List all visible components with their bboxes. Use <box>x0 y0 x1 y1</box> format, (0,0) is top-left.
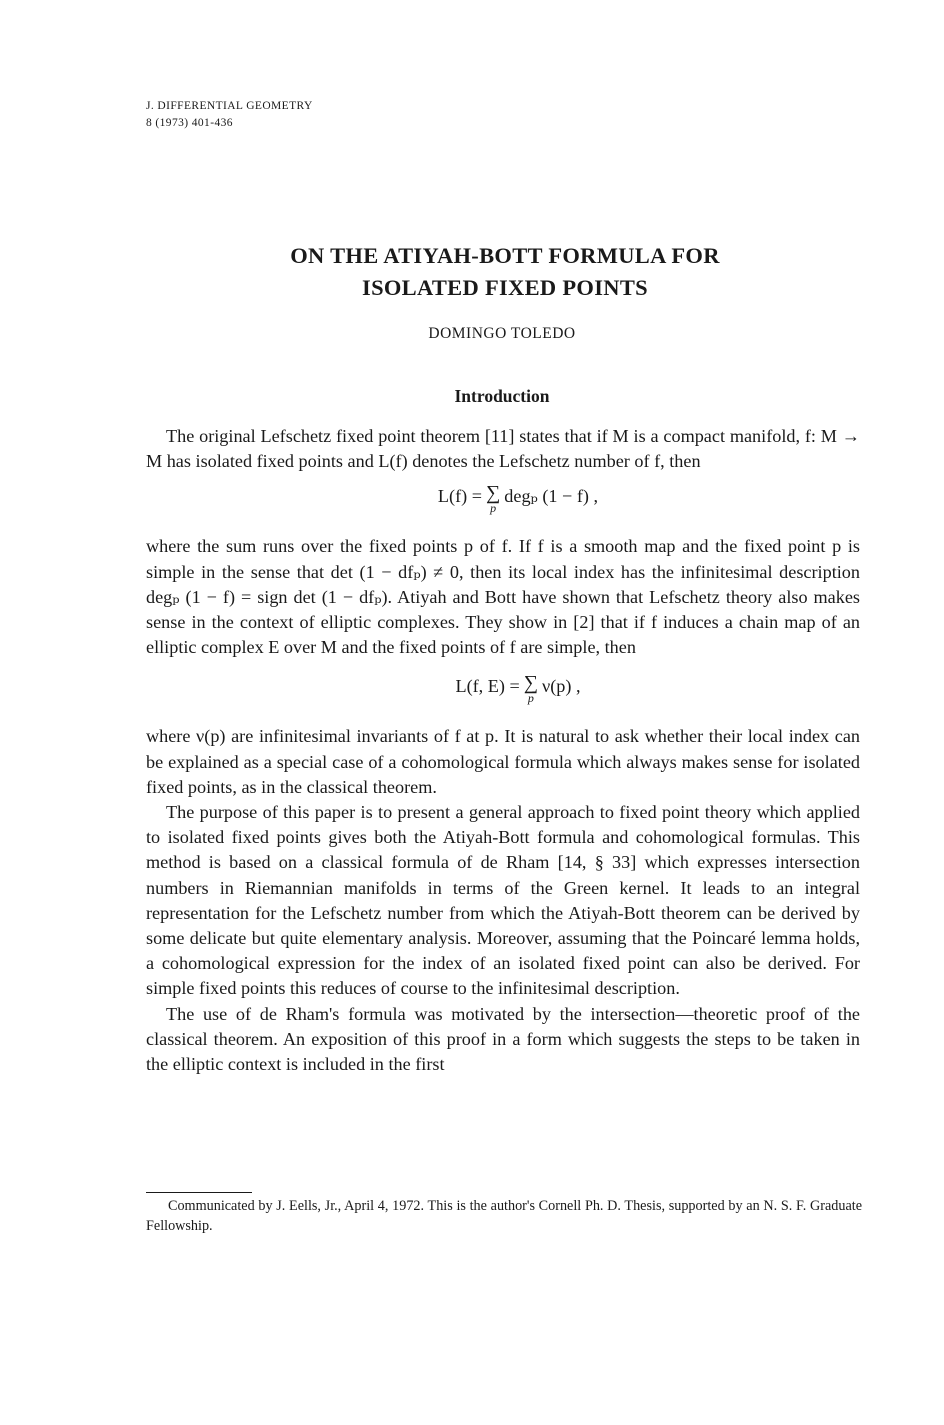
paragraph-4: The purpose of this paper is to present a general approach to fixed point theory which applied to isolated fixed points gives both the Atiyah-Bott formula and cohomological formulas. This method is based on a classical formula of de Rham [14, § 33] which expresses intersection numbers in Riemannian manifolds in terms of the Green kernel. It leads to an integral representation for the Lefschetz number from which the Atiyah-Bott theorem can be derived by some delicate but quite elementary analysis. Moreover, assuming that the Poincaré lemma holds, a cohomological expression for the index of an isolated fixed point can also be derived. For simple fixed points this reduces of course to the infinitesimal description. <box>146 802 860 999</box>
paragraph-5: The use of de Rham's formula was motivated by the intersection—theoretic proof of the classical theorem. An exposition of this proof in a form which suggests the steps to be taken in the elliptic context is included in the first <box>146 1003 860 1075</box>
paragraph-1: The original Lefschetz fixed point theorem [11] states that if M is a compact manifold, f: M → M has isolated fixed points and L(f) denotes the Lefschetz number of f, then <box>146 426 860 472</box>
sum-index: p <box>490 501 497 516</box>
equation-1-lhs: L(f) = <box>437 486 483 507</box>
journal-volume: 8 (1973) 401-436 <box>146 117 233 129</box>
summation-symbol <box>486 484 500 514</box>
equation-2-lhs: L(f, E) = <box>455 676 520 697</box>
body-text <box>146 424 860 1077</box>
equation-1-rhs: degₚ (1 − f) , <box>504 486 599 507</box>
sum-index: p <box>527 691 534 706</box>
paragraph-3: where ν(p) are infinitesimal invariants of f at p. It is natural to ask whether their local index can be explained as a special case of a cohomological formula which always makes sense for isolated fixed points, as in the classical theorem. <box>146 726 860 797</box>
title-line-1: ON THE ATIYAH-BOTT FORMULA FOR <box>290 243 720 268</box>
paper-title <box>0 240 944 304</box>
paragraph-2: where the sum runs over the fixed points p of f. If f is a smooth map and the fixed point p is simple in the sense that det (1 − dfₚ) ≠ 0, then its local index has the infinitesimal description degₚ (1 − f) = sign det (1 − dfₚ). Atiyah and Bott have shown that Lefschetz theory also makes sense in the context of elliptic complexes. They show in [2] that if f induces a chain map of an elliptic complex E over M and the fixed points of f are simple, then <box>146 536 860 658</box>
summation-symbol <box>524 674 538 704</box>
sum-sign: ∑ <box>523 672 539 695</box>
author-name: DOMINGO TOLEDO <box>428 325 576 342</box>
title-line-2: ISOLATED FIXED POINTS <box>362 275 648 300</box>
footnote-text: Communicated by J. Eells, Jr., April 4, 1972. This is the author's Cornell Ph. D. Thesis, supported by an N. S. F. Graduate Fellowship. <box>146 1198 862 1234</box>
equation-1 <box>146 474 860 534</box>
section-heading: Introduction <box>454 386 550 406</box>
equation-2 <box>146 660 860 724</box>
footnote-divider <box>146 1192 252 1193</box>
equation-2-rhs: ν(p) , <box>542 676 581 697</box>
journal-header <box>146 98 313 132</box>
journal-name: J. DIFFERENTIAL GEOMETRY <box>146 100 313 112</box>
footnote <box>146 1196 862 1236</box>
sum-sign: ∑ <box>486 482 501 505</box>
